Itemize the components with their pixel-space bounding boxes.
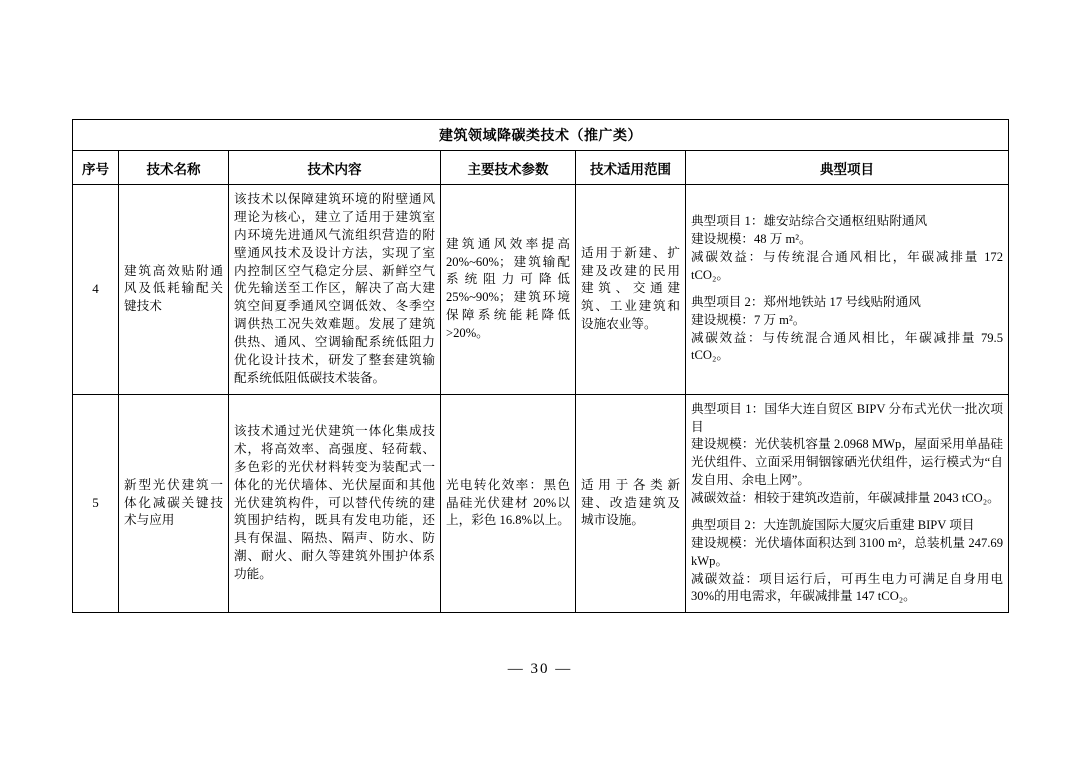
- technology-parameters-text: 光电转化效率：黑色晶硅光伏建材 20%以上，彩色 16.8%以上。: [446, 477, 570, 528]
- column-header-projects: 典型项目: [686, 151, 1009, 185]
- project-scale: 建设规模：48 万 m²。: [691, 232, 812, 247]
- row-technology-content: [229, 394, 441, 613]
- project-title: 典型项目 2：郑州地铁站 17 号线贴附通风: [691, 294, 921, 309]
- technology-parameters-text: 建筑通风效率提高20%~60%；建筑输配系统阻力可降低 25%~90%；建筑环境保障系统能耗降低>20%。: [446, 236, 570, 341]
- column-header-scope: 技术适用范围: [576, 151, 686, 185]
- technology-scope-text: 适用于各类新建、改造建筑及城市设施。: [581, 477, 680, 528]
- project-title: 典型项目 1：国华大连自贸区 BIPV 分布式光伏一批次项目: [691, 401, 1003, 434]
- project-scale: 建设规模：光伏墙体面积达到 3100 m²，总装机量 247.69 kWp。: [691, 535, 1003, 568]
- projects-container: [686, 395, 1008, 613]
- technology-content-text: 该技术通过光伏建筑一体化集成技术，将高效率、高强度、轻荷载、多色彩的光伏材料转变为装配式一体化的光伏墙体、光伏屋面和其他光伏建筑构件，可以替代传统的建筑围护结构，既具有发电功能，还具有保温、隔热、隔声、防水、防潮、耐火、耐久等建筑外围护体系功能。: [234, 424, 435, 581]
- table-title: 建筑领域降碳类技术（推广类）: [73, 120, 1009, 151]
- row-technology-parameters: [441, 185, 576, 395]
- row-technology-parameters: [441, 394, 576, 613]
- technology-table: [72, 119, 1009, 613]
- technology-name-text: 建筑高效贴附通风及低耗输配关键技术: [124, 263, 223, 314]
- technology-name-text: 新型光伏建筑一体化减碳关键技术与应用: [124, 477, 223, 528]
- project-scale: 建设规模：光伏装机容量 2.0968 MWp，屋面采用单晶硅光伏组件、立面采用铜铟镓硒光伏组件，运行模式为“自发自用、余电上网”。: [691, 437, 1003, 488]
- project-entry: [691, 517, 1003, 606]
- project-effect: 减碳效益：与传统混合通风相比，年碳减排量 172 tCO₂。: [691, 250, 1003, 282]
- row-index: 4: [73, 185, 119, 395]
- project-title: 典型项目 2：大连凯旋国际大厦灾后重建 BIPV 项目: [691, 517, 975, 532]
- projects-container: [686, 207, 1008, 371]
- row-index: 5: [73, 394, 119, 613]
- row-technology-name: [119, 185, 229, 395]
- row-technology-content: [229, 185, 441, 395]
- project-entry: [691, 294, 1003, 366]
- column-header-name: 技术名称: [119, 151, 229, 185]
- project-title: 典型项目 1：雄安站综合交通枢纽贴附通风: [691, 214, 928, 229]
- technology-content-text: 该技术以保障建筑环境的附壁通风理论为核心，建立了适用于建筑室内环境先进通风气流组织营造的附壁通风技术及设计方法，实现了室内控制区空气稳定分层、新鲜空气优先输送至工作区，解决了高大建筑空间夏季通风空调低效、冬季空调供热工况失效难题。发展了建筑供热、通风、空调输配系统低阻力优化设计技术，研发了整套建筑输配系统低阻低碳技术装备。: [234, 192, 435, 385]
- project-entry: [691, 213, 1003, 285]
- column-header-index: 序号: [73, 151, 119, 185]
- row-technology-scope: [576, 394, 686, 613]
- project-effect: 减碳效益：项目运行后，可再生电力可满足自身用电 30%的用电需求，年碳减排量 147 tCO₂。: [691, 571, 1003, 604]
- column-header-content: 技术内容: [229, 151, 441, 185]
- row-typical-projects: [686, 394, 1009, 613]
- project-entry: [691, 401, 1003, 508]
- table-row: [73, 185, 1009, 395]
- table-row: [73, 394, 1009, 613]
- table-header-row: [73, 151, 1009, 185]
- column-header-parameters: 主要技术参数: [441, 151, 576, 185]
- row-technology-name: [119, 394, 229, 613]
- project-effect: 减碳效益：与传统混合通风相比，年碳减排量 79.5 tCO₂。: [691, 330, 1003, 363]
- table-title-row: [73, 120, 1009, 151]
- page-number: — 30 —: [507, 661, 573, 677]
- row-technology-scope: [576, 185, 686, 395]
- row-typical-projects: [686, 185, 1009, 395]
- project-effect: 减碳效益：相较于建筑改造前，年碳减排量 2043 tCO₂。: [691, 491, 1000, 505]
- project-scale: 建设规模：7 万 m²。: [691, 312, 806, 327]
- technology-scope-text: 适用于新建、扩建及改建的民用建筑、交通建筑、工业建筑和设施农业等。: [581, 245, 680, 332]
